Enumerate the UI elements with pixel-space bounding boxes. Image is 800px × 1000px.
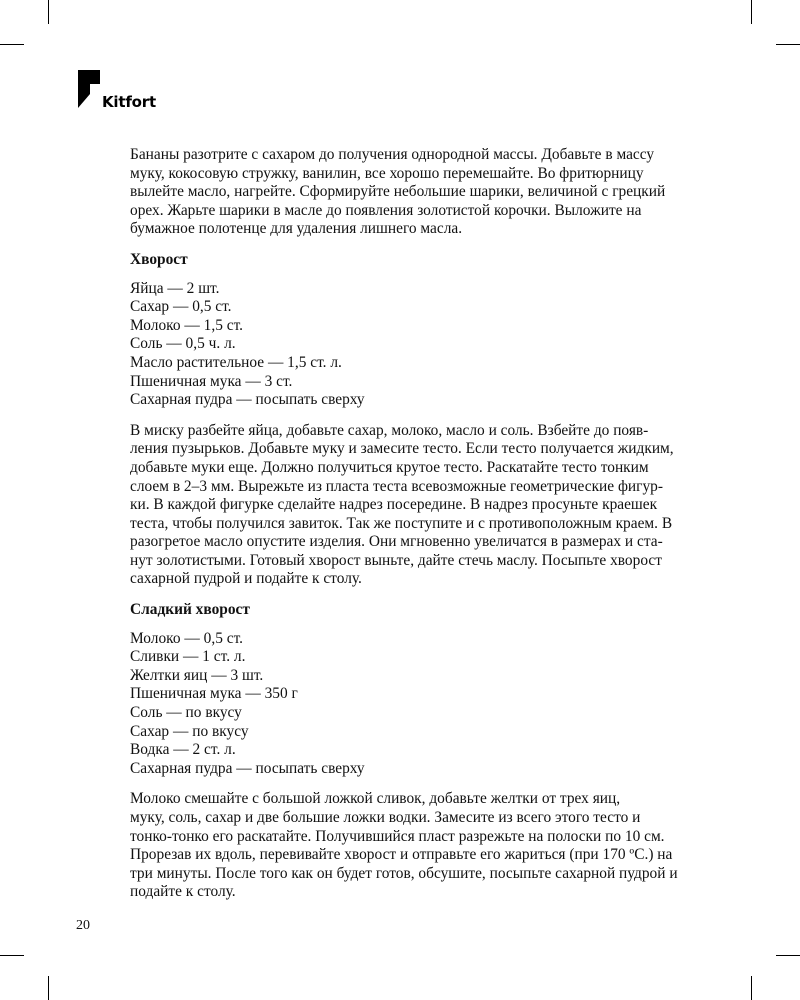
- ingredient-item: Молоко — 1,5 ст.: [130, 316, 243, 334]
- paragraph-line: разогретое масло опустите изделия. Они мгновенно увеличатся в размерах и ста-: [130, 533, 663, 551]
- paragraph-line: ки. В каждой фигурке сделайте надрез посередине. В надрез просуньте краешек: [130, 496, 658, 514]
- paragraph-line: тонко-тонко его раскатайте. Получившийся пласт разрежьте на полоски по 10 см.: [130, 827, 665, 845]
- crop-mark: [751, 0, 752, 24]
- ingredient-list: [130, 630, 702, 779]
- crop-mark: [48, 976, 49, 1000]
- document-body: [92, 146, 702, 902]
- brand-name: Kitfort: [102, 93, 156, 111]
- kitfort-logo-icon: [78, 70, 104, 110]
- ingredient-item: Яйца — 2 шт.: [130, 279, 220, 297]
- paragraph-line: Бананы разотрите с сахаром до получения однородной массы. Добавьте в массу: [130, 146, 655, 163]
- ingredient-item: Сахарная пудра — посыпать сверху: [130, 759, 365, 777]
- spacer: [92, 778, 702, 790]
- paragraph-line: теста, чтобы получился завиток. Так же поступите и с противоположным краем. В: [130, 514, 673, 532]
- ingredient-item: Соль — 0,5 ч. л.: [130, 335, 236, 353]
- paragraph-line: орех. Жарьте шарики в масле до появления золотистой корочки. Выложите на: [130, 201, 642, 219]
- paragraph-line: добавьте муки еще. Должно получиться крутое тесто. Раскатайте тесто тонким: [130, 458, 649, 476]
- ingredient-item: Желтки яиц — 3 шт.: [130, 666, 264, 684]
- paragraph-line: муку, соль, сахар и две большие ложки водки. Замесите из всего этого тесто и: [130, 809, 641, 826]
- ingredient-item: Пшеничная мука — 3 ст.: [130, 372, 293, 390]
- ingredient-item: Сахарная пудра — посыпать сверху: [130, 391, 365, 409]
- crop-mark: [776, 44, 800, 45]
- ingredient-item: Сахар — по вкусу: [130, 722, 249, 740]
- ingredient-item: Молоко — 0,5 ст.: [130, 629, 243, 647]
- recipes-container: [92, 251, 702, 902]
- crop-mark: [0, 44, 24, 45]
- ingredient-item: Сахар — 0,5 ст.: [130, 298, 232, 316]
- paragraph-line: слоем в 2–3 мм. Вырежьте из пласта теста всевозможные геометрические фигур-: [130, 477, 663, 495]
- paragraph-line: Прорезав их вдоль, перевивайте хворост и отправьте его жариться (при 170 ºС.) на: [130, 846, 673, 864]
- paragraph-line: сахарной пудрой и подайте к столу.: [130, 570, 362, 588]
- paragraph-line: муку, кокосовую стружку, ванилин, все хорошо перемешайте. Во фритюрницу: [130, 164, 644, 182]
- paragraph-line: ления пузырьков. Добавьте муку и замесите тесто. Если тесто получается жидким,: [130, 440, 674, 458]
- intro-paragraph: [92, 146, 702, 239]
- crop-mark: [751, 976, 752, 1000]
- ingredient-item: Масло растительное — 1,5 ст. л.: [130, 353, 342, 371]
- crop-mark: [776, 955, 800, 956]
- recipe-title: Хворост: [130, 250, 188, 268]
- recipe-title: Сладкий хворост: [130, 601, 250, 619]
- recipe-instructions: [92, 422, 702, 589]
- paragraph-line: В миску разбейте яйца, добавьте сахар, молоко, масло и соль. Взбейте до появ-: [130, 421, 649, 439]
- paragraph-line: бумажное полотенце для удаления лишнего масла.: [130, 220, 463, 238]
- paragraph-line: три минуты. После того как он будет готов, обсушите, посыпьте сахарной пудрой и: [130, 864, 678, 882]
- ingredient-list: [130, 280, 702, 410]
- paragraph-line: нут золотистыми. Готовый хворост выньте, дайте стечь маслу. Посыпьте хворост: [130, 551, 662, 569]
- paragraph-line: Молоко смешайте с большой ложкой сливок, добавьте желтки от трех яиц,: [130, 790, 621, 808]
- ingredient-item: Соль — по вкусу: [130, 704, 242, 722]
- paragraph-line: вылейте масло, нагрейте. Сформируйте небольшие шарики, величиной с грецкий: [130, 183, 666, 201]
- page-number: 20: [76, 918, 90, 933]
- spacer: [92, 410, 702, 422]
- brand-logo: [78, 70, 156, 110]
- recipe-instructions: [92, 790, 702, 902]
- ingredient-item: Водка — 2 ст. л.: [130, 741, 236, 759]
- paragraph-line: подайте к столу.: [130, 883, 236, 901]
- crop-mark: [48, 0, 49, 24]
- crop-mark: [0, 955, 24, 956]
- ingredient-item: Пшеничная мука — 350 г: [130, 685, 298, 703]
- ingredient-item: Сливки — 1 ст. л.: [130, 648, 246, 666]
